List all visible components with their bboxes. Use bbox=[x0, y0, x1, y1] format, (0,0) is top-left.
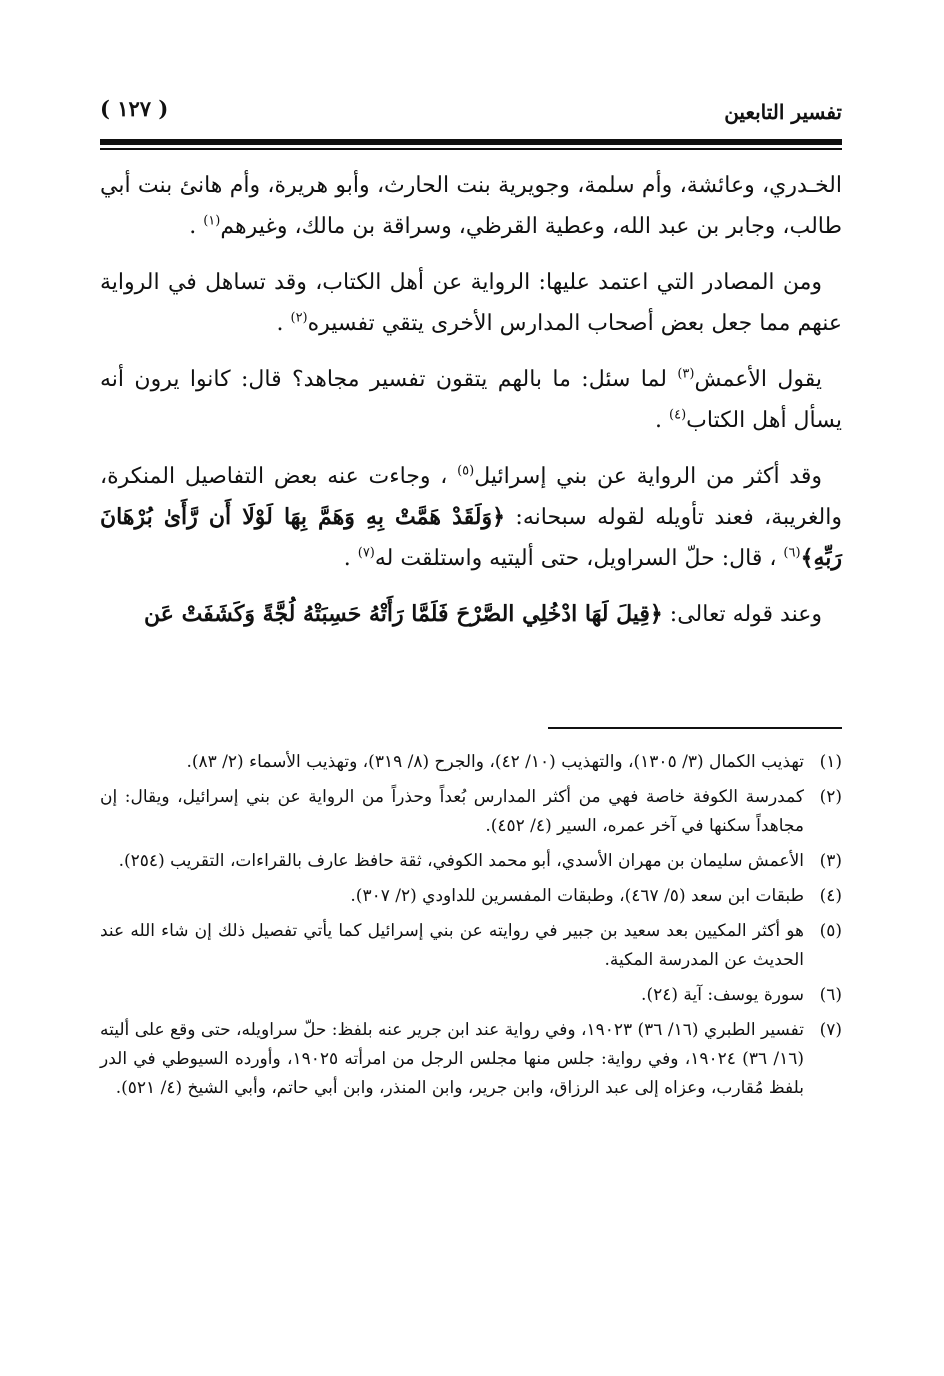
footnote-text: تهذيب الكمال (٣/ ١٣٠٥)، والتهذيب (١٠/ ٤٢)، والجرح (٨/ ٣١٩)، وتهذيب الأسماء (٢/ ٨٣). bbox=[186, 752, 804, 772]
footnote-text: طبقات ابن سعد (٥/ ٤٦٧)، وطبقات المفسرين للداودي (٢/ ٣٠٧). bbox=[350, 886, 804, 906]
footnote-text: سورة يوسف: آية (٢٤). bbox=[641, 985, 804, 1005]
footnote-number: (٦) bbox=[819, 985, 842, 1005]
footnote-ref: (٢) bbox=[290, 310, 308, 326]
header-rule bbox=[100, 139, 842, 145]
footnote-number: (٤) bbox=[819, 886, 842, 906]
header-rule-thin bbox=[100, 148, 842, 150]
footnotes bbox=[100, 748, 842, 1109]
footnote-number: (٧) bbox=[819, 1020, 842, 1040]
footnote bbox=[100, 847, 842, 876]
footnote-text: تفسير الطبري (١٦/ ٣٦) ١٩٠٢٣، وفي رواية عند ابن جرير عنه بلفظ: حلّ سراويله، حتى وقع على أليته (١٦/ ٣٦) ١٩٠٢٤، وفي رواية: جلس منها مجلس الرجل من امرأته ١٩٠٢٥، وأورده السيوطي في الدر بلفظ مُقارب، وعزاه إلى عبد الرزاق، وابن جرير، وابن المنذر، وابن أبي حاتم، وأبي الشيخ (٤/ ٥٢١). bbox=[100, 1020, 804, 1098]
footnote bbox=[100, 981, 842, 1010]
footnote bbox=[100, 1016, 842, 1103]
footnote-ref: (١) bbox=[203, 213, 221, 229]
footnote-text: كمدرسة الكوفة خاصة فهي من أكثر المدارس بُعداً وحذراً من الرواية عن بني إسرائيل، ويقال: إن مجاهداً سكنها في آخر عمره، السير (٤/ ٤٥٢). bbox=[100, 787, 804, 836]
footnote-number: (٥) bbox=[819, 921, 842, 941]
footnote-ref: (٣) bbox=[677, 366, 695, 382]
main-text bbox=[100, 165, 842, 650]
paragraph: ومن المصادر التي اعتمد عليها: الرواية عن أهل الكتاب، وقد تساهل في الرواية عنهم مما جعل بعض أصحاب المدارس الأخرى يتقي تفسيره$^{(٢)}$ . bbox=[100, 270, 842, 336]
footnote bbox=[100, 882, 842, 911]
paragraph: يقول الأعمش$^{(٣)}$ لما سئل: ما بالهم يتقون تفسير مجاهد؟ قال: كانوا يرون أنه يسأل أهل الكتاب$^{(٤)}$ . bbox=[100, 366, 842, 433]
footnote-ref: (٤) bbox=[669, 407, 687, 423]
footnote-text: هو أكثر المكيين بعد سعيد بن جبير في روايته عن بني إسرائيل كما يأتي تفصيل ذلك إن شاء الله عند الحديث عن المدرسة المكية. bbox=[100, 921, 804, 970]
footnote-number: (٣) bbox=[819, 851, 842, 871]
footnote-ref: (٧) bbox=[357, 545, 375, 561]
footnote-ref: (٦) bbox=[783, 545, 801, 561]
page-number: ( ١٢٧ ) bbox=[100, 96, 169, 121]
footnote bbox=[100, 783, 842, 841]
paragraph: وعند قوله تعالى: ﴿قِيلَ لَهَا ادْخُلِي الصَّرْحَ فَلَمَّا رَأَتْهُ حَسِبَتْهُ لُجَّةً وَكَشَفَتْ عَن bbox=[144, 601, 822, 627]
footnote-separator bbox=[548, 727, 842, 729]
paragraph: الخـدري، وعائشة، وأم سلمة، وجويرية بنت الحارث، وأبو هريرة، وأم هانئ بنت أبي طالب، وجابر بن عبد الله، وعطية القرظي، وسراقة بن مالك، وغيرهم$^{(١)}$ . bbox=[100, 173, 842, 239]
quran-verse: ﴿قِيلَ لَهَا ادْخُلِي الصَّرْحَ فَلَمَّا رَأَتْهُ حَسِبَتْهُ لُجَّةً وَكَشَفَتْ عَن bbox=[144, 601, 663, 627]
footnote bbox=[100, 917, 842, 975]
page-header bbox=[100, 92, 842, 132]
footnote-text: الأعمش سليمان بن مهران الأسدي، أبو محمد الكوفي، ثقة حافظ عارف بالقراءات، التقريب (٢٥٤). bbox=[118, 851, 804, 871]
quran-verse: ﴿وَلَقَدْ هَمَّتْ بِهِ وَهَمَّ بِهَا لَوْلَا أَن رَّأَىٰ بُرْهَانَ رَبِّهِ﴾ bbox=[100, 504, 842, 571]
footnote bbox=[100, 748, 842, 777]
footnote-ref: (٥) bbox=[457, 463, 475, 479]
paragraph: وقد أكثر من الرواية عن بني إسرائيل$^{(٥)}$ ، وجاءت عنه بعض التفاصيل المنكرة، والغريبة، فعند تأويله لقوله سبحانه: ﴿وَلَقَدْ هَمَّتْ بِهِ وَهَمَّ بِهَا لَوْلَا أَن رَّأَىٰ بُرْهَانَ رَبِّهِ﴾$^{(٦)}$ ، قال: حلّ السراويل، حتى أليتيه واستلقت له$^{(٧)}$ . bbox=[100, 463, 842, 571]
footnote-number: (٢) bbox=[819, 787, 842, 807]
footnote-number: (١) bbox=[819, 752, 842, 772]
running-title: تفسير التابعين bbox=[724, 100, 842, 124]
